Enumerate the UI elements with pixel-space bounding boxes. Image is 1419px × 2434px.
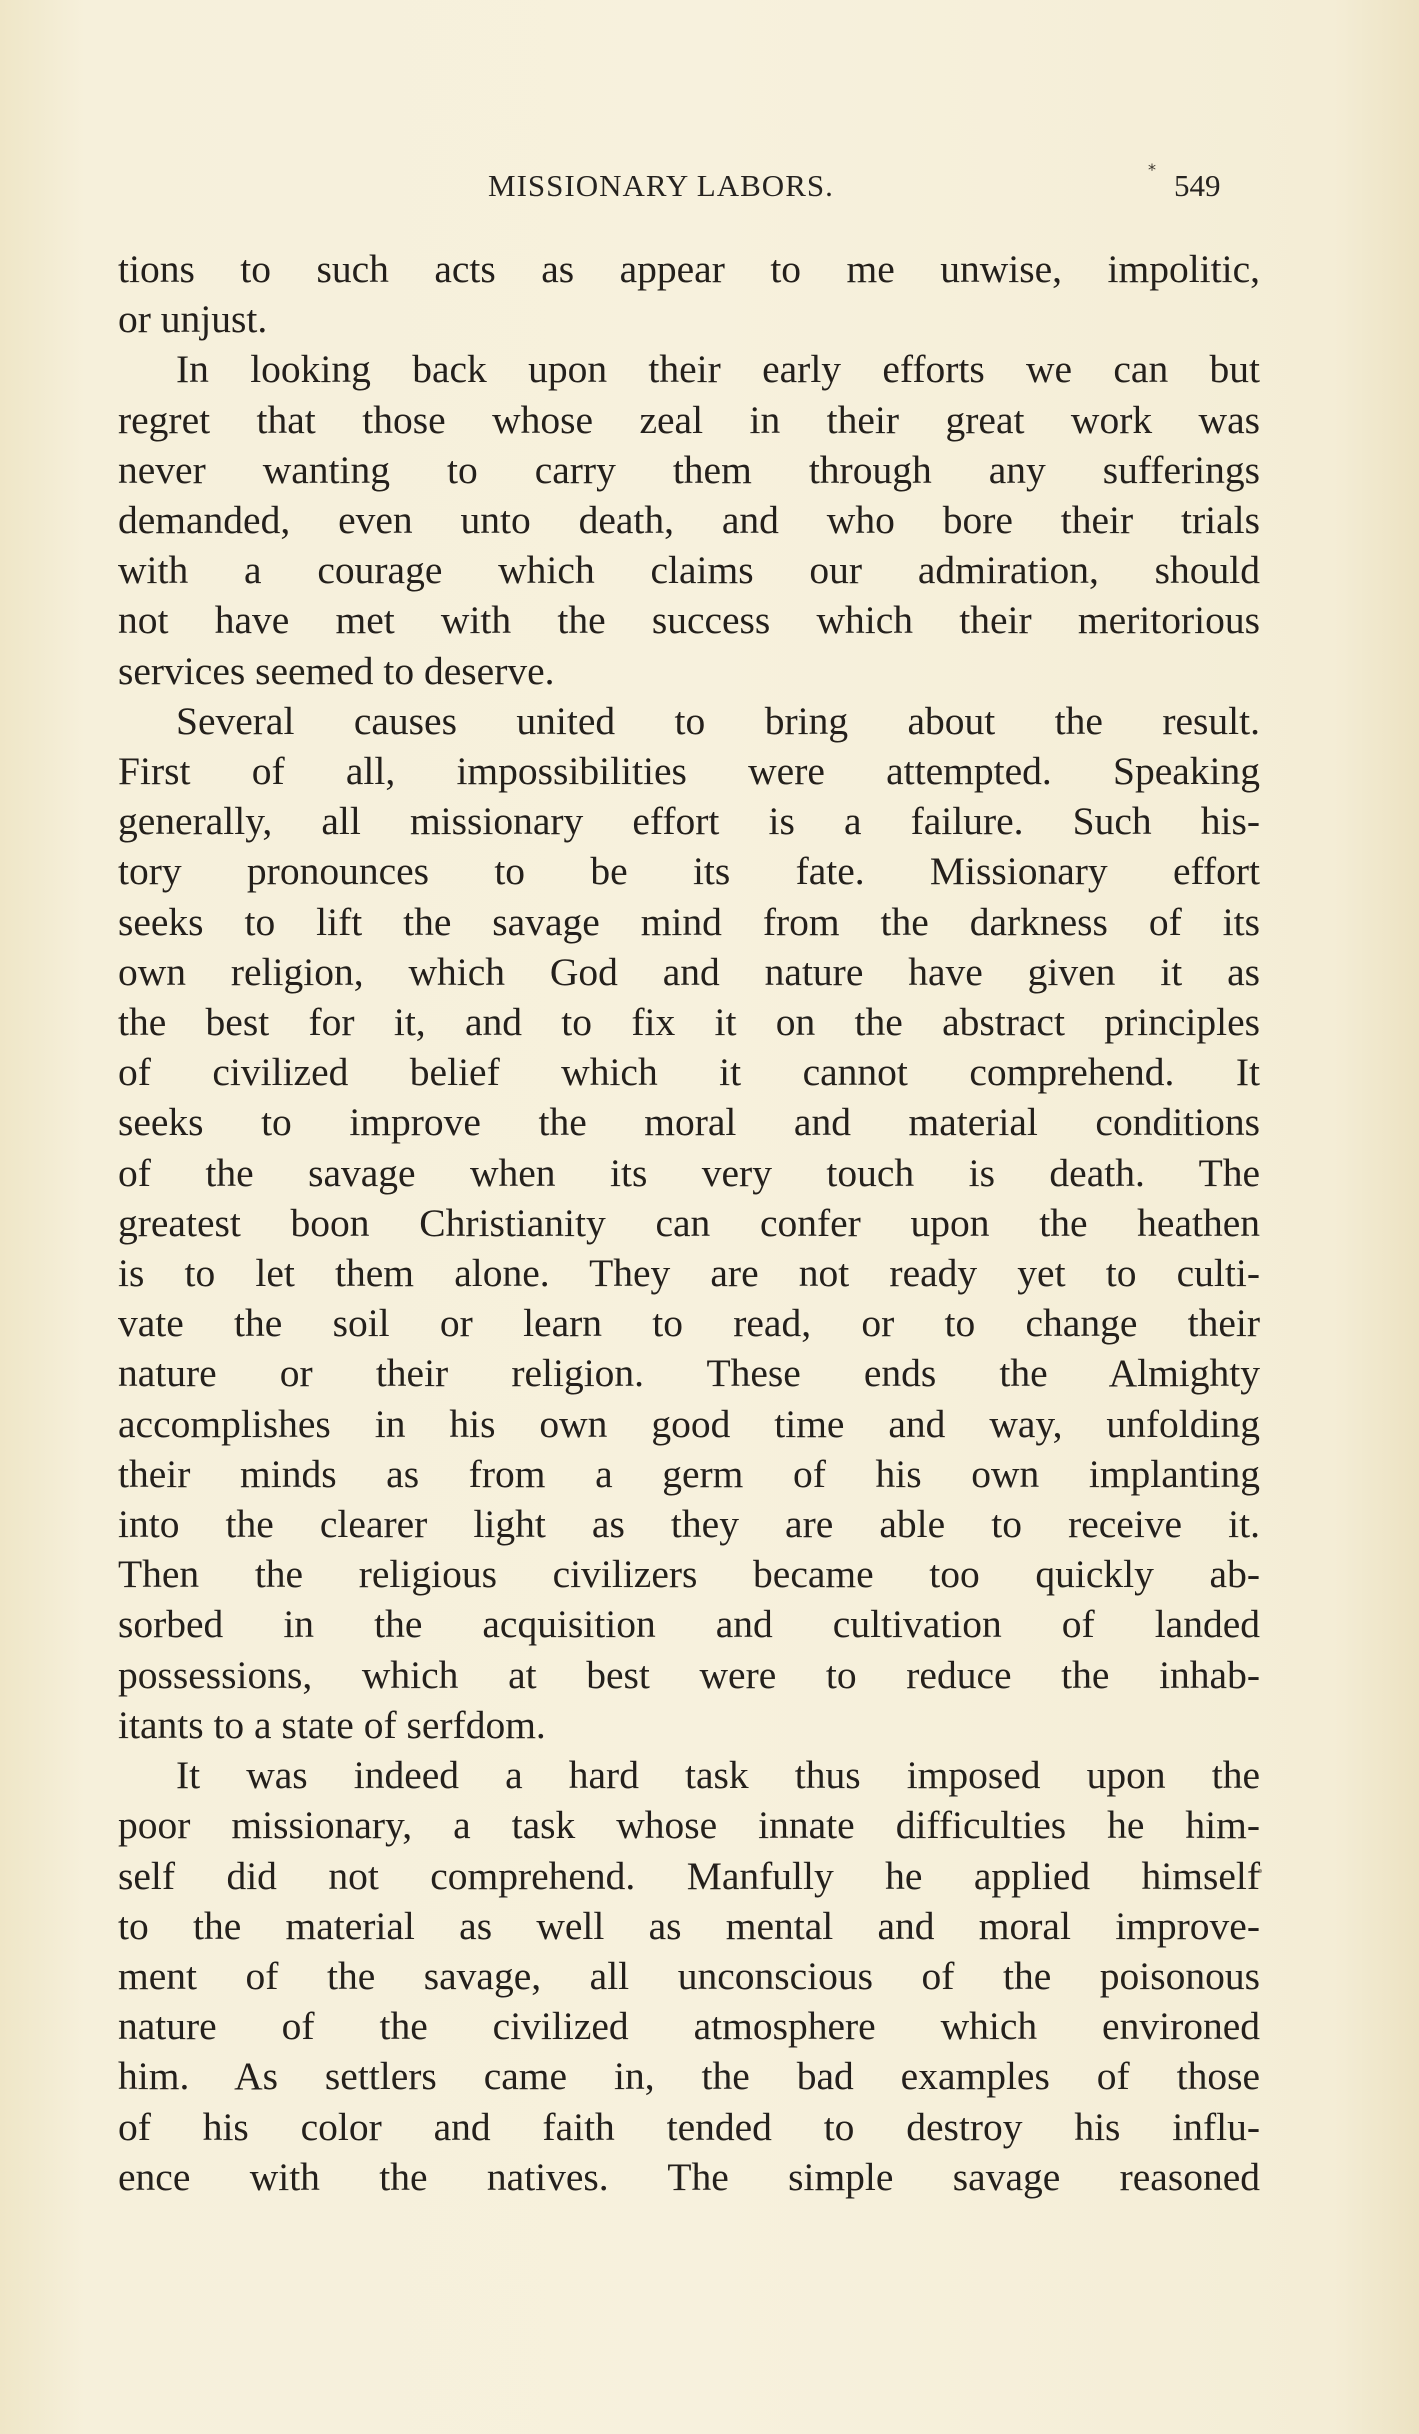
running-head: MISSIONARY LABORS. xyxy=(488,168,834,203)
body-text xyxy=(118,244,1260,2202)
text-line: tions to such acts as appear to me unwise, impolitic, xyxy=(118,247,1260,291)
text-line: nature of the civilized atmosphere which environed xyxy=(118,2004,1260,2049)
text-line: their minds as from a germ of his own implanting xyxy=(118,1451,1260,1496)
paragraph-first-line: It was indeed a hard task thus imposed upon the xyxy=(176,1753,1260,1798)
paragraph-first-line: Several causes united to bring about the result. xyxy=(176,698,1260,743)
text-line: First of all, impossibilities were attempted. Speaking xyxy=(118,749,1260,794)
text-line: into the clearer light as they are able to receive it. xyxy=(118,1502,1260,1547)
text-line: is to let them alone. They are not ready yet to culti- xyxy=(118,1251,1260,1296)
text-line: of civilized belief which it cannot comprehend. It xyxy=(118,1050,1260,1095)
text-line: poor missionary, a task whose innate difficulties he him- xyxy=(118,1803,1260,1848)
text-line: sorbed in the acquisition and cultivation of landed xyxy=(118,1602,1260,1647)
text-line: demanded, even unto death, and who bore their trials xyxy=(118,498,1260,543)
text-line: accomplishes in his own good time and way, unfolding xyxy=(118,1401,1260,1446)
text-line: with a courage which claims our admiration, should xyxy=(118,548,1260,593)
text-line: generally, all missionary effort is a failure. Such his- xyxy=(118,799,1260,844)
text-line: of the savage when its very touch is death. The xyxy=(118,1150,1260,1195)
text-line: never wanting to carry them through any sufferings xyxy=(118,447,1260,492)
text-line: tory pronounces to be its fate. Missionary effort xyxy=(118,849,1260,894)
text-line: Then the religious civilizers became too quickly ab- xyxy=(118,1552,1260,1597)
text-line: or unjust. xyxy=(118,297,268,342)
text-line: of his color and faith tended to destroy his influ- xyxy=(118,2104,1260,2149)
paragraph-first-line: In looking back upon their early efforts we can but xyxy=(176,347,1260,392)
text-line: seeks to lift the savage mind from the darkness of its xyxy=(118,899,1260,944)
text-line: itants to a state of serfdom. xyxy=(118,1702,546,1747)
text-line: ment of the savage, all unconscious of the poisonous xyxy=(118,1953,1260,1998)
text-line: greatest boon Christianity can confer upon the heathen xyxy=(118,1200,1260,1245)
text-line: the best for it, and to fix it on the abstract principles xyxy=(118,1000,1260,1045)
text-line: self did not comprehend. Manfully he applied himself xyxy=(118,1853,1260,1898)
text-line: own religion, which God and nature have given it as xyxy=(118,949,1260,994)
text-line: regret that those whose zeal in their great work was xyxy=(118,397,1260,442)
text-line: ence with the natives. The simple savage reasoned xyxy=(118,2154,1260,2199)
text-line: not have met with the success which their meritorious xyxy=(118,598,1260,643)
text-line: vate the soil or learn to read, or to change their xyxy=(118,1301,1260,1346)
text-line: seeks to improve the moral and material conditions xyxy=(118,1100,1260,1145)
printer-mark: * xyxy=(1148,160,1156,179)
text-line: to the material as well as mental and moral improve- xyxy=(118,1903,1260,1948)
text-line: nature or their religion. These ends the Almighty xyxy=(118,1351,1260,1396)
page-number: 549 xyxy=(1174,168,1221,203)
text-line: services seemed to deserve. xyxy=(118,648,555,693)
text-line: possessions, which at best were to reduce the inhab- xyxy=(118,1652,1260,1697)
text-line: him. As settlers came in, the bad examples of those xyxy=(118,2054,1260,2099)
